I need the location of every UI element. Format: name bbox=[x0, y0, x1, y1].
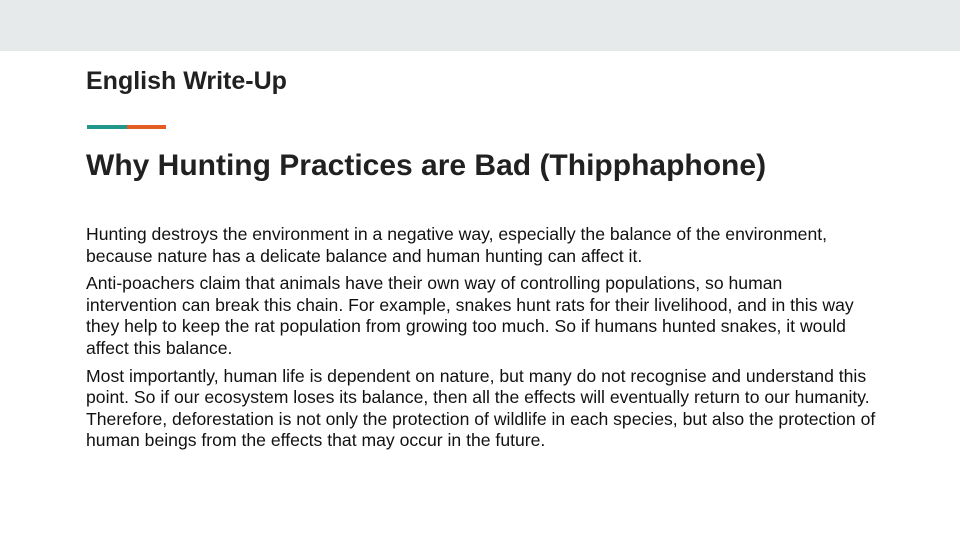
body-paragraph: Hunting destroys the environment in a negative way, especially the balance of the environment, because nature has a delicate balance and human hunting can affect it. bbox=[86, 224, 827, 266]
slide-body bbox=[86, 224, 876, 458]
header-band bbox=[0, 0, 960, 51]
accent-divider-orange bbox=[127, 125, 166, 129]
accent-divider bbox=[87, 125, 166, 129]
body-paragraph: Anti-poachers claim that animals have their own way of controlling populations, so human intervention can break this chain. For example, snakes hunt rats for their livelihood, and in this way they help to keep the rat population from growing too much. So if humans hunted snakes, it would affect this balance. bbox=[86, 273, 854, 358]
slide-subtitle: English Write-Up bbox=[86, 67, 287, 95]
body-paragraph: Most importantly, human life is dependent on nature, but many do not recognise and understand this point. So if our ecosystem loses its balance, then all the effects will eventually return to our humanity. Therefore, deforestation is not only the protection of wildlife in each species, but also the protection of human beings from the effects that may occur in the future. bbox=[86, 365, 876, 451]
slide-title: Why Hunting Practices are Bad (Thipphaphone) bbox=[86, 149, 767, 182]
accent-divider-teal bbox=[87, 125, 127, 129]
